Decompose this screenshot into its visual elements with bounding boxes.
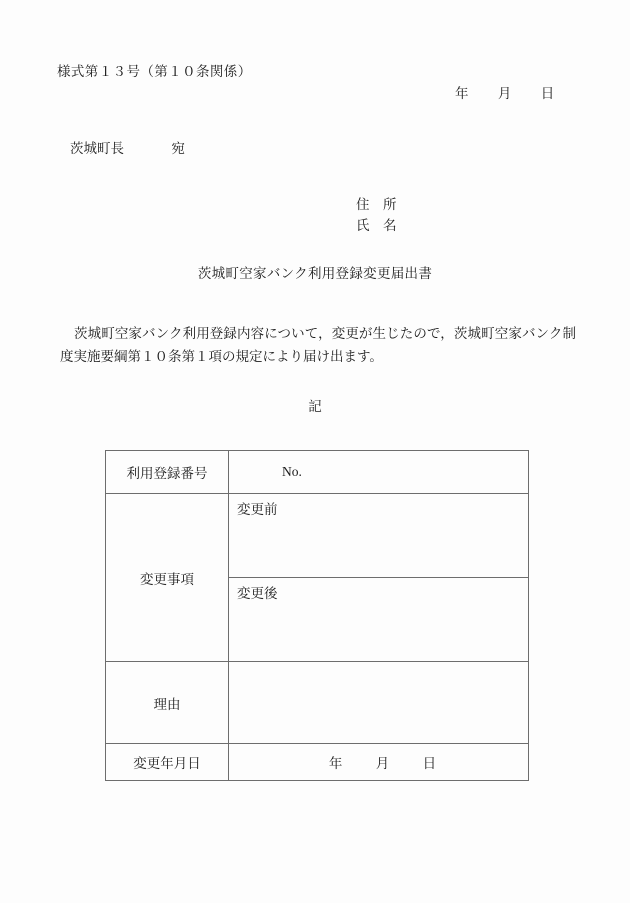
header-day-label: 日	[540, 86, 555, 101]
applicant-address-label: 住 所	[356, 197, 397, 212]
change-date-year-label: 年	[328, 756, 343, 771]
ki-marker: 記	[308, 399, 322, 414]
change-date-label: 変更年月日	[106, 744, 229, 781]
table-row-reason	[106, 662, 529, 744]
change-date-day-label: 日	[422, 756, 437, 771]
change-before-label: 変更前	[237, 502, 278, 517]
registration-number-field[interactable]	[229, 451, 529, 494]
change-items-label: 変更事項	[106, 494, 229, 662]
header-date-line	[455, 82, 554, 102]
change-date-field[interactable]	[229, 744, 529, 781]
addressee-suffix: 宛	[171, 141, 185, 156]
form-number: 様式第１３号（第１０条関係）	[57, 64, 252, 79]
document-title: 茨城町空家バンク利用登録変更届出書	[197, 266, 433, 281]
registration-number-label: 利用登録番号	[106, 451, 229, 494]
reason-label: 理由	[106, 662, 229, 744]
table-row-change-date	[106, 744, 529, 781]
applicant-block	[356, 194, 397, 236]
change-after-label: 変更後	[237, 586, 278, 601]
change-notification-table	[105, 450, 529, 781]
header-month-label: 月	[497, 86, 512, 101]
table-row-change-before	[229, 494, 528, 578]
registration-number-prefix: No.	[282, 464, 302, 479]
table-row-change-items	[106, 494, 529, 662]
header-year-label: 年	[455, 86, 469, 101]
addressee-recipient: 茨城町長	[70, 141, 124, 156]
reason-field[interactable]	[229, 662, 529, 744]
change-items-subtable	[229, 494, 528, 661]
change-after-cell[interactable]	[229, 578, 528, 662]
table-row-change-after	[229, 578, 528, 662]
body-paragraph: 茨城町空家バンク利用登録内容について，変更が生じたので，茨城町空家バンク制度実施要綱第１０条第１項の規定により届け出ます。	[60, 326, 576, 364]
change-date-month-label: 月	[375, 756, 390, 771]
change-before-cell[interactable]	[229, 494, 528, 578]
addressee-line	[70, 137, 185, 157]
applicant-name-label: 氏 名	[356, 218, 397, 233]
change-items-host	[229, 494, 529, 662]
table-row-registration-number	[106, 451, 529, 494]
